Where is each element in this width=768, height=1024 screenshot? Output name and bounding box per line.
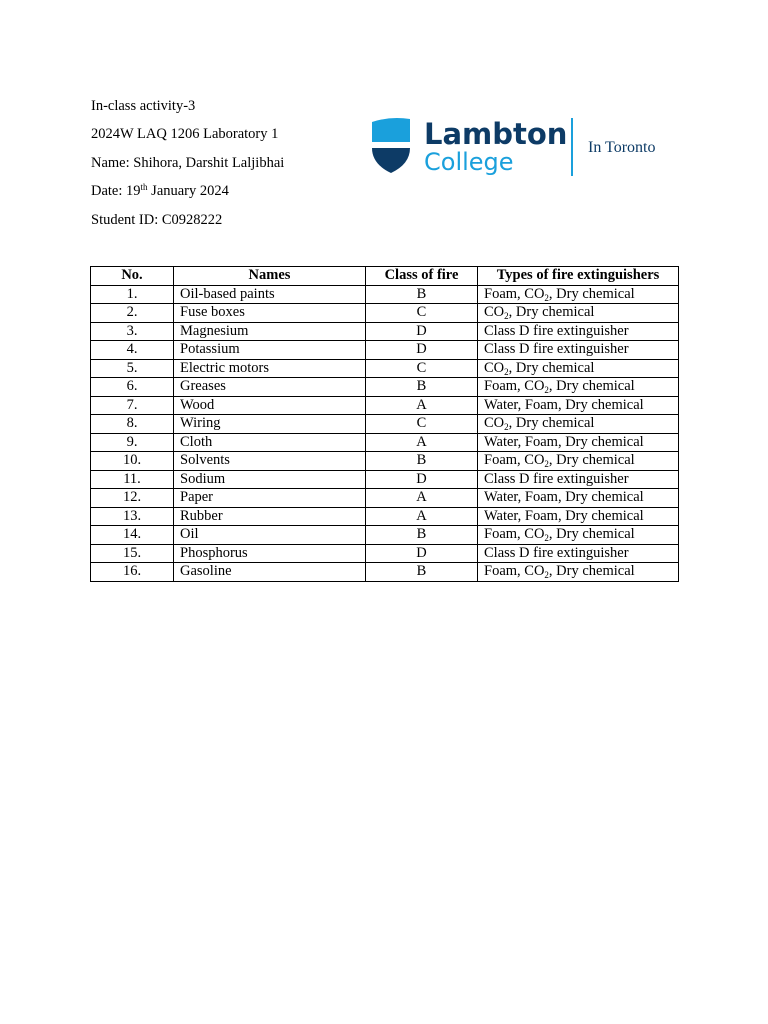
table-row [91,452,679,471]
student-name: Name: Shihora, Darshit Laljibhai [91,154,285,171]
cell-no: 4. [91,341,174,360]
cell-name: Wiring [174,415,366,434]
date-prefix: Date: 19 [91,183,141,200]
cell-extinguisher [478,285,679,304]
student-id: Student ID: C0928222 [91,211,223,228]
cell-extinguisher [478,304,679,323]
extinguisher-text: Water, Foam, Dry chemical [484,507,644,524]
date-ordinal: th [140,182,148,193]
table-row [91,507,679,526]
table-row [91,563,679,582]
cell-class: B [366,526,478,545]
table-row [91,322,679,341]
cell-no: 12. [91,489,174,508]
cell-name: Solvents [174,452,366,471]
subscript: 2 [544,459,549,469]
table-row [91,544,679,563]
cell-name: Gasoline [174,563,366,582]
cell-class: A [366,433,478,452]
table-row [91,396,679,415]
extinguisher-text: CO [484,304,505,320]
cell-no: 15. [91,544,174,563]
cell-name: Oil-based paints [174,285,366,304]
cell-name: Phosphorus [174,544,366,563]
cell-extinguisher [478,396,679,415]
cell-class: D [366,544,478,563]
table-row [91,433,679,452]
extinguisher-text: Class D fire extinguisher [484,341,629,357]
cell-no: 1. [91,285,174,304]
cell-class: B [366,452,478,471]
cell-extinguisher [478,378,679,397]
col-header-types: Types of fire extinguishers [478,267,679,286]
cell-no: 14. [91,526,174,545]
extinguisher-text: Foam, CO [484,452,545,468]
cell-name: Rubber [174,507,366,526]
cell-name: Greases [174,378,366,397]
subscript: 2 [544,385,549,395]
cell-class: B [366,563,478,582]
table-row [91,341,679,360]
extinguisher-text-rest: , Dry chemical [508,304,595,320]
extinguisher-text: Foam, CO [484,526,545,542]
cell-name: Paper [174,489,366,508]
table-row [91,304,679,323]
extinguisher-text-rest: , Dry chemical [508,415,595,431]
subscript: 2 [544,292,549,303]
extinguisher-text: Class D fire extinguisher [484,544,629,561]
cell-extinguisher [478,507,679,526]
subscript: 2 [504,311,509,321]
cell-no: 8. [91,415,174,434]
extinguisher-text: Water, Foam, Dry chemical [484,433,644,450]
cell-class: C [366,304,478,323]
table-row [91,489,679,508]
document-header [91,92,284,234]
cell-no: 13. [91,507,174,526]
col-header-no: No. [91,267,174,286]
subscript: 2 [544,570,549,580]
cell-class: A [366,507,478,526]
cell-class: C [366,415,478,434]
logo-divider [571,118,573,176]
table-row [91,470,679,489]
extinguisher-text: CO [484,359,505,376]
cell-no: 11. [91,470,174,489]
extinguisher-text-rest: , Dry chemical [508,359,595,376]
cell-class: D [366,322,478,341]
cell-name: Magnesium [174,322,366,341]
cell-no: 10. [91,452,174,471]
cell-extinguisher [478,341,679,360]
extinguisher-text-rest: , Dry chemical [548,285,635,302]
table-row [91,415,679,434]
extinguisher-text: Water, Foam, Dry chemical [484,396,644,413]
cell-extinguisher [478,433,679,452]
logo-college: College [424,148,514,176]
logo-lambton: Lambton [424,117,568,151]
extinguisher-text: CO [484,415,505,431]
cell-extinguisher [478,544,679,563]
cell-no: 3. [91,322,174,341]
cell-name: Wood [174,396,366,415]
course-line: 2024W LAQ 1206 Laboratory 1 [91,126,279,143]
activity-title: In-class activity-3 [91,98,196,114]
col-header-names: Names [174,267,366,286]
subscript: 2 [544,533,549,543]
cell-extinguisher [478,415,679,434]
cell-extinguisher [478,322,679,341]
subscript: 2 [504,366,509,377]
table-row [91,359,679,378]
cell-extinguisher [478,452,679,471]
cell-class: D [366,341,478,360]
date-suffix: January 2024 [147,183,229,200]
col-header-class: Class of fire [366,267,478,286]
cell-name: Potassium [174,341,366,360]
extinguisher-text: Class D fire extinguisher [484,470,629,487]
extinguisher-text-rest: , Dry chemical [548,526,635,542]
cell-name: Cloth [174,433,366,452]
cell-class: D [366,470,478,489]
table-row [91,378,679,397]
cell-class: A [366,396,478,415]
cell-no: 7. [91,396,174,415]
subscript: 2 [504,422,509,432]
cell-extinguisher [478,526,679,545]
cell-class: A [366,489,478,508]
cell-extinguisher [478,470,679,489]
cell-extinguisher [478,489,679,508]
cell-name: Fuse boxes [174,304,366,323]
extinguisher-text-rest: , Dry chemical [548,563,635,579]
date-line [91,177,284,205]
cell-class: B [366,285,478,304]
cell-no: 5. [91,359,174,378]
extinguisher-text: Foam, CO [484,563,545,579]
cell-class: B [366,378,478,397]
extinguisher-text: Water, Foam, Dry chemical [484,489,644,505]
cell-no: 16. [91,563,174,582]
extinguisher-text-rest: , Dry chemical [548,378,635,394]
fire-extinguisher-table [90,266,679,582]
table-header-row [91,267,679,286]
table-row [91,526,679,545]
cell-no: 2. [91,304,174,323]
lambton-college-logo [346,92,676,182]
extinguisher-text: Foam, CO [484,285,545,302]
logo-in-toronto: In Toronto [588,139,656,156]
shield-icon [372,118,410,173]
extinguisher-text: Foam, CO [484,378,545,394]
table-body [91,285,679,581]
cell-no: 9. [91,433,174,452]
table-row [91,285,679,304]
cell-class: C [366,359,478,378]
extinguisher-text: Class D fire extinguisher [484,322,629,339]
cell-name: Electric motors [174,359,366,378]
cell-no: 6. [91,378,174,397]
extinguisher-text-rest: , Dry chemical [548,452,635,468]
cell-name: Sodium [174,470,366,489]
cell-extinguisher [478,359,679,378]
cell-name: Oil [174,526,366,545]
cell-extinguisher [478,563,679,582]
